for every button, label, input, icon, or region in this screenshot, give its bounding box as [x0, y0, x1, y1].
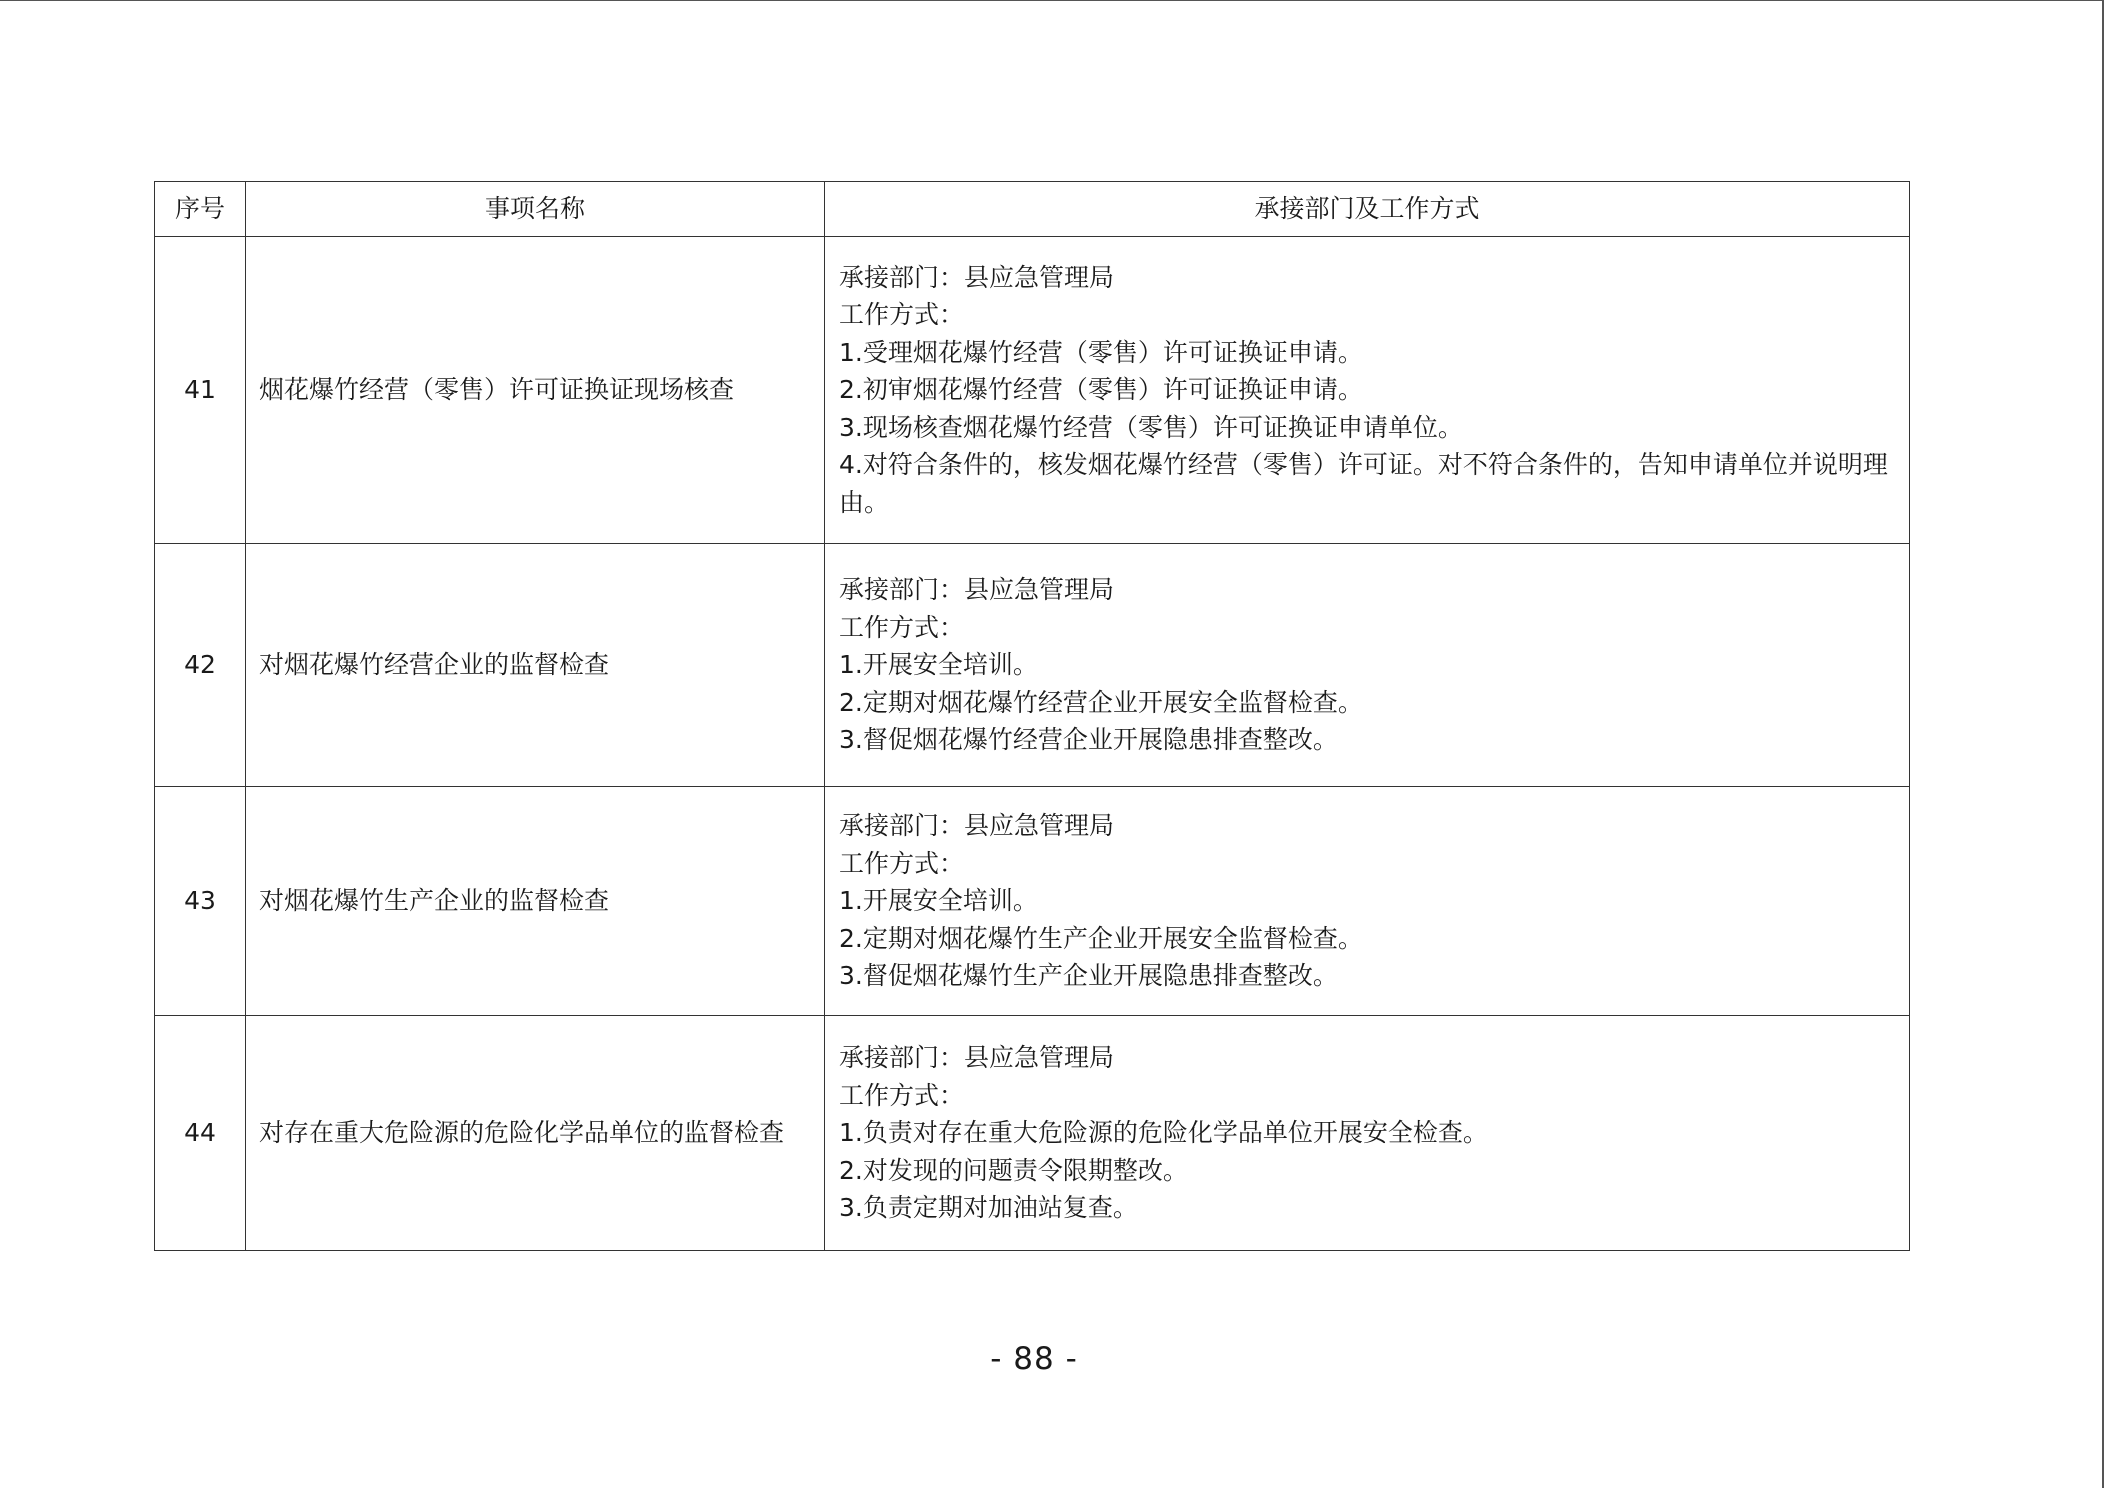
step-number: 3. — [839, 1193, 863, 1223]
row-item-name: 对存在重大危险源的危险化学品单位的监督检查 — [246, 1016, 825, 1251]
method-step — [839, 334, 1889, 372]
step-number: 3. — [839, 961, 863, 991]
step-number: 1. — [839, 886, 863, 916]
step-text: 定期对烟花爆竹经营企业开展安全监督检查。 — [862, 687, 1363, 717]
step-text: 负责对存在重大危险源的危险化学品单位开展安全检查。 — [862, 1118, 1488, 1148]
method-label: 工作方式： — [839, 300, 965, 330]
row-seq: 42 — [155, 544, 246, 787]
row-item-name: 烟花爆竹经营（零售）许可证换证现场核查 — [246, 237, 825, 544]
method-step — [839, 684, 1889, 722]
step-text: 对符合条件的，核发烟花爆竹经营（零售）许可证。对不符合条件的，告知申请单位并说明理由。 — [839, 450, 1888, 517]
dept-line: 承接部门：县应急管理局 — [839, 575, 1115, 605]
dept-line: 承接部门：县应急管理局 — [839, 262, 1115, 292]
row-item-name: 对烟花爆竹生产企业的监督检查 — [246, 787, 825, 1016]
step-number: 2. — [839, 687, 863, 717]
step-text: 督促烟花爆竹生产企业开展隐患排查整改。 — [862, 961, 1338, 991]
step-text: 负责定期对加油站复查。 — [862, 1193, 1138, 1223]
row-dept-method — [825, 787, 1910, 1016]
page-number: - 88 - — [990, 1341, 1078, 1377]
row-seq: 44 — [155, 1016, 246, 1251]
method-step — [839, 646, 1889, 684]
table-row — [155, 1016, 1910, 1251]
step-text: 初审烟花爆竹经营（零售）许可证换证申请。 — [862, 375, 1363, 405]
table-row — [155, 787, 1910, 1016]
row-dept-method — [825, 1016, 1910, 1251]
method-step — [839, 920, 1889, 958]
row-seq: 41 — [155, 237, 246, 544]
step-text: 定期对烟花爆竹生产企业开展安全监督检查。 — [862, 923, 1363, 953]
dept-line: 承接部门：县应急管理局 — [839, 1043, 1115, 1073]
step-text: 对发现的问题责令限期整改。 — [862, 1155, 1188, 1185]
header-item-name: 事项名称 — [246, 182, 825, 237]
step-number: 1. — [839, 1118, 863, 1148]
method-step — [839, 721, 1889, 759]
dept-line: 承接部门：县应急管理局 — [839, 811, 1115, 841]
table-header-row — [155, 182, 1910, 237]
row-item-name: 对烟花爆竹经营企业的监督检查 — [246, 544, 825, 787]
page-top-border — [0, 0, 2104, 1]
method-step — [839, 957, 1889, 995]
step-text: 现场核查烟花爆竹经营（零售）许可证换证申请单位。 — [862, 412, 1463, 442]
step-number: 3. — [839, 412, 863, 442]
method-step — [839, 371, 1889, 409]
table-row — [155, 237, 1910, 544]
step-number: 4. — [839, 450, 863, 480]
method-step — [839, 1114, 1889, 1152]
step-number: 2. — [839, 1155, 863, 1185]
responsibility-table — [154, 181, 1910, 1251]
method-label: 工作方式： — [839, 848, 965, 878]
step-text: 开展安全培训。 — [862, 886, 1038, 916]
step-number: 3. — [839, 725, 863, 755]
header-dept-method: 承接部门及工作方式 — [825, 182, 1910, 237]
row-dept-method — [825, 544, 1910, 787]
method-label: 工作方式： — [839, 1080, 965, 1110]
step-number: 1. — [839, 337, 863, 367]
step-text: 受理烟花爆竹经营（零售）许可证换证申请。 — [862, 337, 1363, 367]
method-step — [839, 1152, 1889, 1190]
row-seq: 43 — [155, 787, 246, 1016]
step-text: 开展安全培训。 — [862, 650, 1038, 680]
method-step — [839, 1189, 1889, 1227]
header-seq: 序号 — [155, 182, 246, 237]
table-row — [155, 544, 1910, 787]
method-step — [839, 409, 1889, 447]
step-number: 2. — [839, 375, 863, 405]
method-step — [839, 882, 1889, 920]
method-label: 工作方式： — [839, 612, 965, 642]
step-number: 2. — [839, 923, 863, 953]
method-step — [839, 446, 1889, 521]
row-dept-method — [825, 237, 1910, 544]
step-number: 1. — [839, 650, 863, 680]
step-text: 督促烟花爆竹经营企业开展隐患排查整改。 — [862, 725, 1338, 755]
